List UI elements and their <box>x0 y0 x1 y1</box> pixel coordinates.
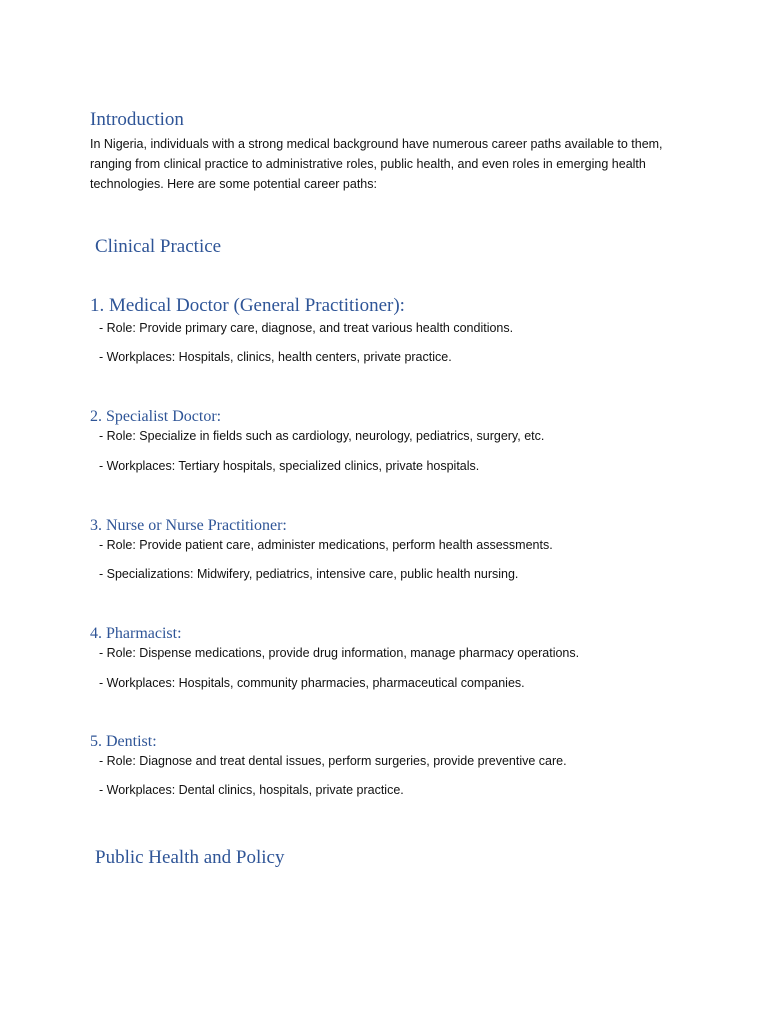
career-title-dentist: 5. Dentist: <box>90 733 157 750</box>
career-detail-specialist-doctor: - Workplaces: Tertiary hospitals, specialized clinics, private hospitals. <box>99 459 480 473</box>
career-role-specialist-doctor: - Role: Specialize in fields such as cardiology, neurology, pediatrics, surgery, etc. <box>99 429 545 443</box>
career-detail-medical-doctor: - Workplaces: Hospitals, clinics, health centers, private practice. <box>99 350 452 364</box>
career-detail-pharmacist: - Workplaces: Hospitals, community pharmacies, pharmaceutical companies. <box>99 676 525 690</box>
intro-paragraph: In Nigeria, individuals with a strong medical background have numerous career paths available to them, ranging from clinical practice to administrative roles, public health, and even roles in emerging health technologies. Here are some potential career paths: <box>90 137 663 191</box>
clinical-practice-heading: Clinical Practice <box>95 236 222 257</box>
career-detail-dentist: - Workplaces: Dental clinics, hospitals, private practice. <box>99 783 404 797</box>
career-role-dentist: - Role: Diagnose and treat dental issues, perform surgeries, provide preventive care. <box>99 754 567 768</box>
career-title-nurse: 3. Nurse or Nurse Practitioner: <box>90 517 287 534</box>
career-role-pharmacist: - Role: Dispense medications, provide drug information, manage pharmacy operations. <box>99 646 580 660</box>
career-title-pharmacist: 4. Pharmacist: <box>90 625 182 642</box>
career-role-nurse: - Role: Provide patient care, administer medications, perform health assessments. <box>99 538 553 552</box>
career-title-specialist-doctor: 2. Specialist Doctor: <box>90 408 222 425</box>
career-title-medical-doctor: 1. Medical Doctor (General Practitioner): <box>90 295 405 316</box>
intro-heading: Introduction <box>90 109 184 130</box>
career-detail-nurse: - Specializations: Midwifery, pediatrics, intensive care, public health nursing. <box>99 567 519 581</box>
career-role-medical-doctor: - Role: Provide primary care, diagnose, and treat various health conditions. <box>99 321 514 335</box>
public-health-heading: Public Health and Policy <box>95 847 285 868</box>
